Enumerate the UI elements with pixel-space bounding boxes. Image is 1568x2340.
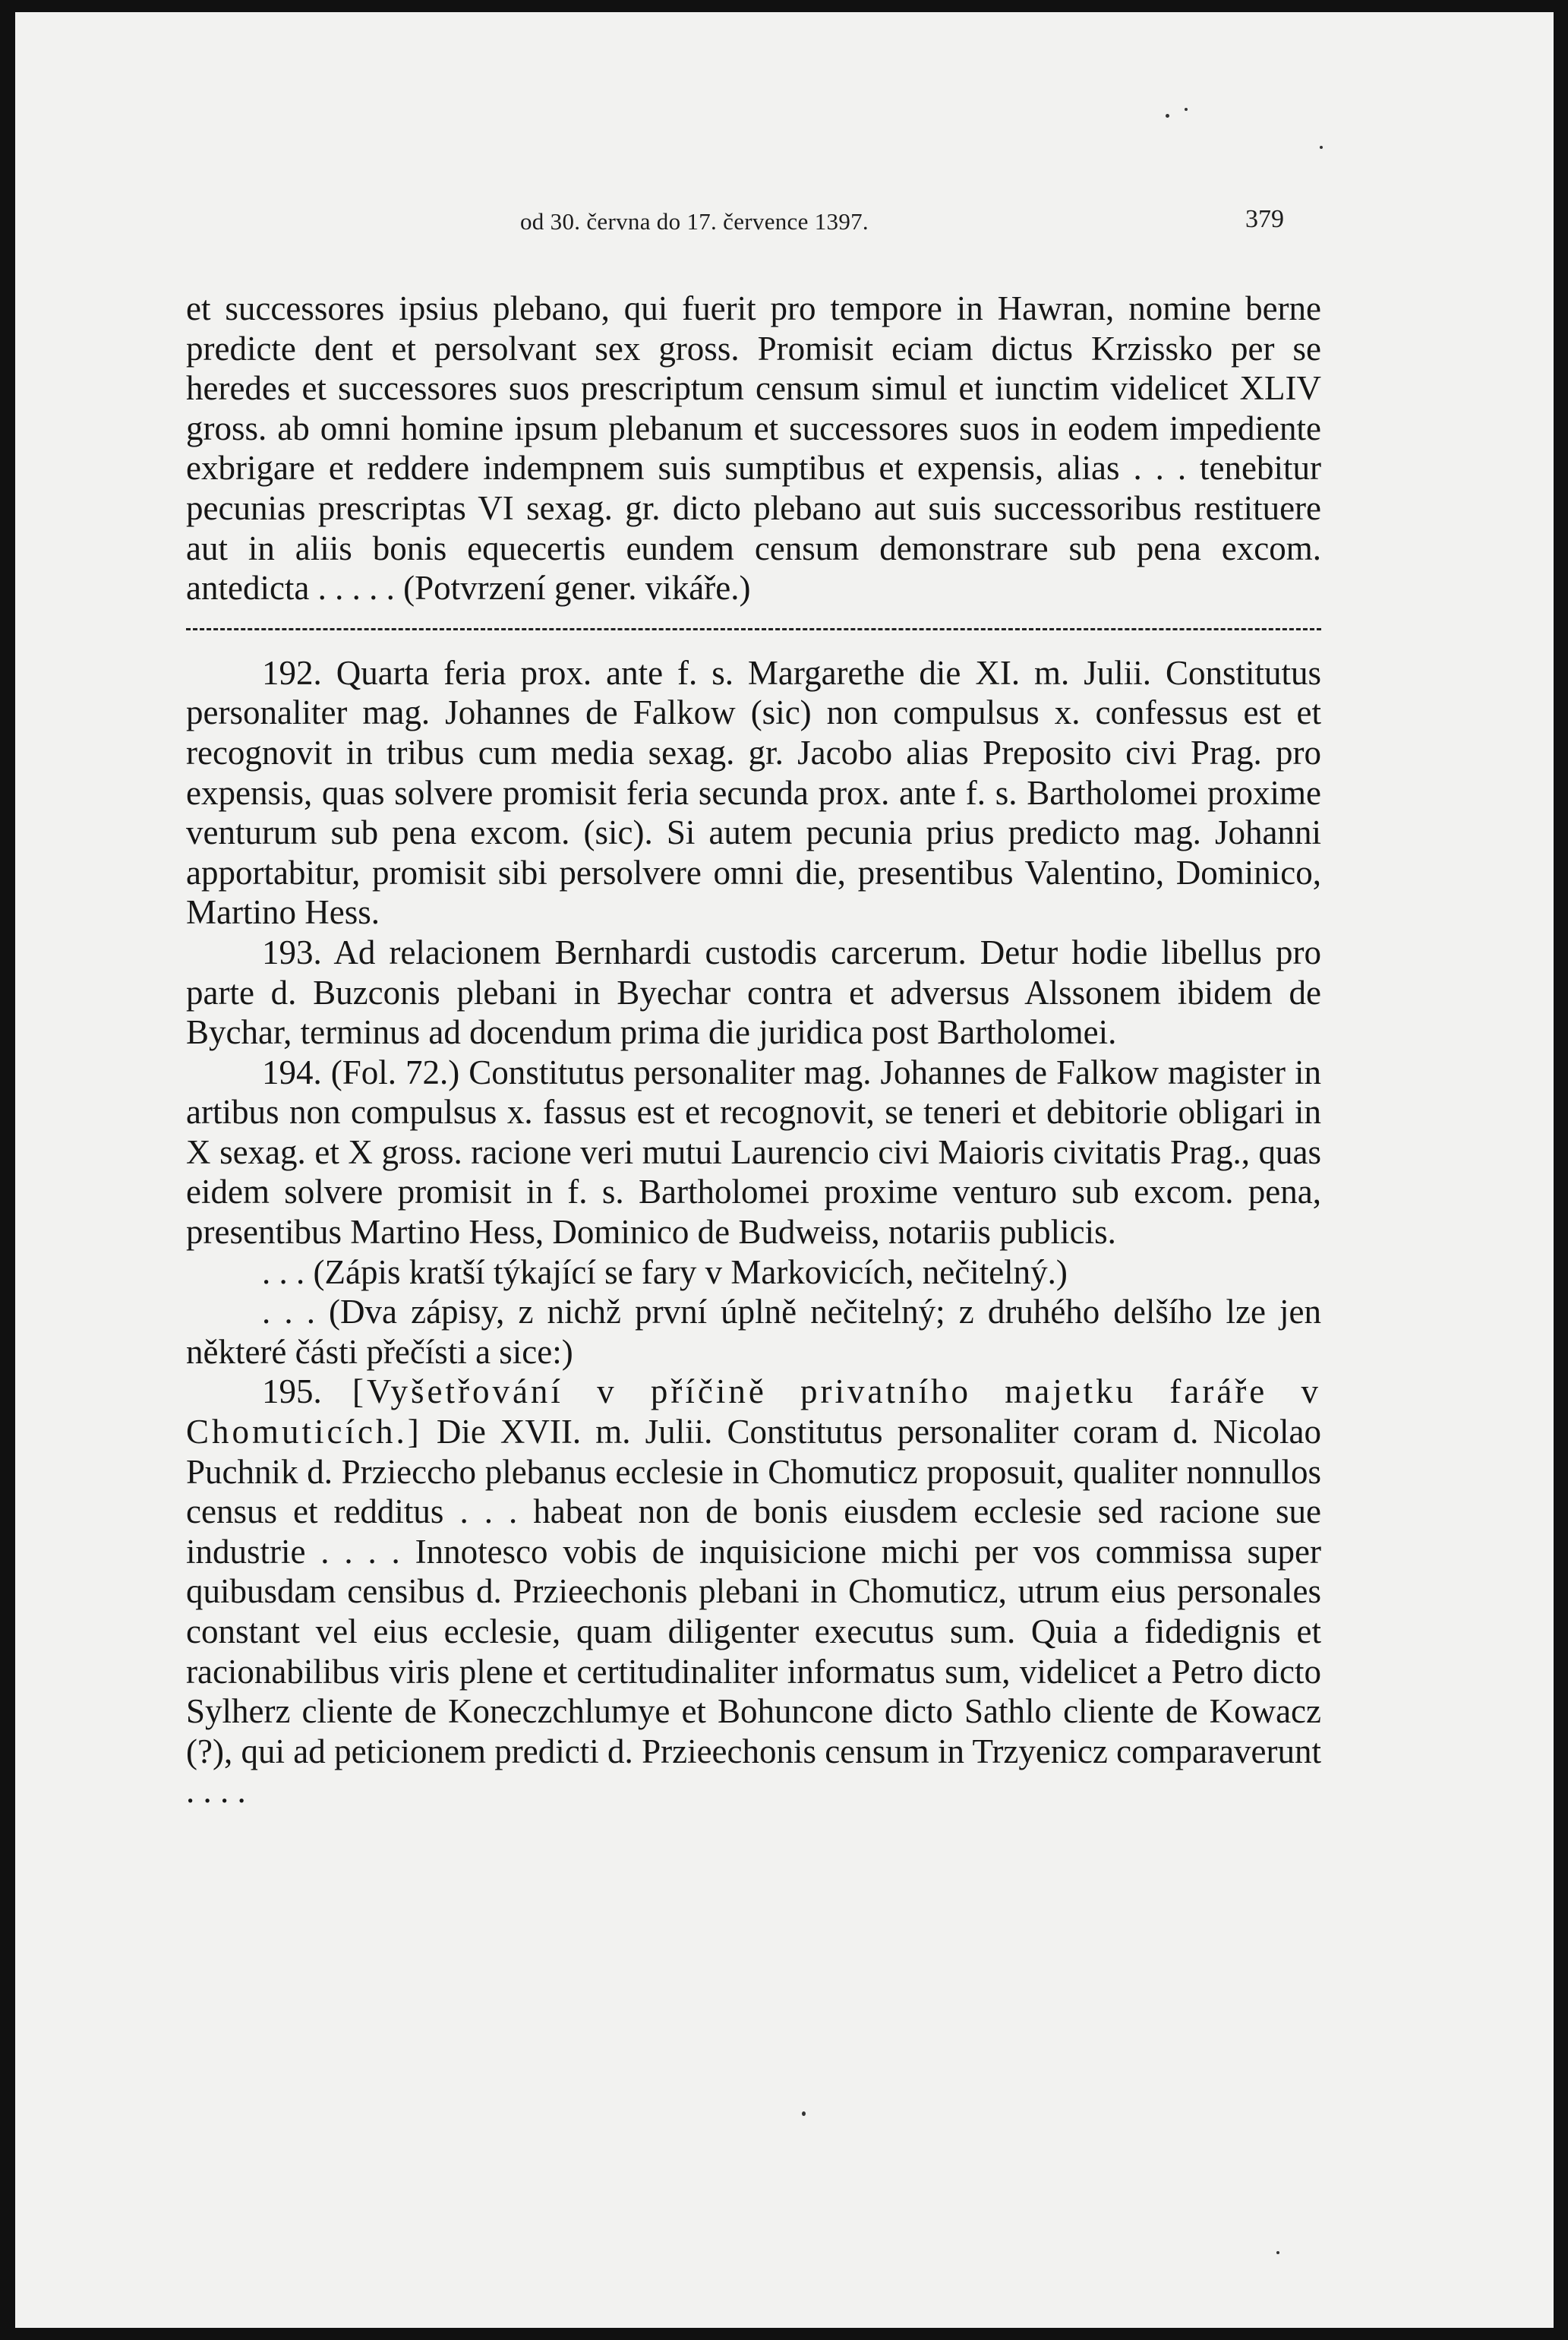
entry-195-text: Die XVII. m. Julii. Constitutus personaliter coram d. Nicolao Puchnik d. Przieccho plebanus ecclesie in Chomuticz proposuit, qualiter nonnullos census et redditus . . . habeat non de bonis eiusdem ecclesie sed racione sue industrie . . . . Innotesco vobis de inquisicione michi per vos commissa super quibusdam censibus d. Przieechonis plebani in Chomuticz, utrum eius personales constant vel eius ecclesie, quam diligenter executus sum. Quia a fidedignis et racionabilibus viris plene et certitudinaliter informatus sum, videlicet a Petro dicto Sylherz cliente de Koneczchlumye et Bohuncone dicto Sathlo cliente de Kowacz (?), qui ad peticionem predicti d. Przieechonis censum in Trzyenicz comparaverunt . . . .: [186, 1413, 1321, 1811]
scan-speck: [1166, 114, 1169, 118]
scan-speck: [802, 2111, 806, 2116]
entry-195: [186, 1372, 1321, 1811]
page-number: 379: [1245, 205, 1284, 233]
scan-speck: [1185, 108, 1188, 111]
body-text: [186, 289, 1321, 1811]
dashed-separator: [186, 613, 1321, 630]
running-head: od 30. června do 17. července 1397.: [520, 208, 869, 235]
editorial-note-markovice: . . . (Zápis kratší týkající se fary v Markovicích, nečitelný.): [262, 1252, 1068, 1291]
entry-195-number: 195.: [262, 1372, 322, 1411]
editorial-note-two-entries: . . . (Dva zápisy, z nichž první úplně nečitelný; z druhého delšího lze jen některé části přečísti a sice:): [186, 1293, 1321, 1371]
scan-speck: [1276, 2251, 1279, 2254]
entry-195-heading: [Vyšetřování v příčině privatního majetku faráře v Chomuticích.]: [186, 1372, 1321, 1451]
entry-194: 194. (Fol. 72.) Constitutus personaliter mag. Johannes de Falkow magister in artibus non compulsus x. fassus est et recognovit, se teneri et debitorie obligari in X sexag. et X gross. racione veri mutui Laurencio civi Maioris civitatis Prag., quas eidem solvere promisit in f. s. Bartholomei proxime venturo sub excom. pena, presentibus Martino Hess, Dominico de Budweiss, notariis publicis.: [186, 1053, 1321, 1252]
entry-193: 193. Ad relacionem Bernhardi custodis carcerum. Detur hodie libellus pro parte d. Buzconis plebani in Byechar contra et adversus Alssonem ibidem de Bychar, terminus ad docendum prima die juridica post Bartholomei.: [186, 933, 1321, 1052]
document-page: [15, 12, 1554, 2328]
page-header: [15, 205, 1554, 246]
entry-192: 192. Quarta feria prox. ante f. s. Margarethe die XI. m. Julii. Constitutus personaliter mag. Johannes de Falkow (sic) non compulsus x. confessus est et recognovit in tribus cum media sexag. gr. Jacobo alias Preposito civi Prag. pro expensis, quas solvere promisit feria secunda prox. ante f. s. Bartholomei proxime venturum sub pena excom. (sic). Si autem pecunia prius predicto mag. Johanni apportabitur, promisit sibi persolvere omni die, presentibus Valentino, Dominico, Martino Hess.: [186, 653, 1321, 932]
scan-speck: [1320, 146, 1323, 149]
paragraph-continuation: et successores ipsius plebano, qui fuerit pro tempore in Hawran, nomine berne predicte dent et persolvant sex gross. Promisit eciam dictus Krzissko per se heredes et successores suos prescriptum censum simul et iunctim videlicet XLIV gross. ab omni homine ipsum plebanum et successores suos in eodem impediente exbrigare et reddere indempnem suis sumptibus et expensis, alias . . . tenebitur pecunias prescriptas VI sexag. gr. dicto plebano aut suis successoribus restituere aut in aliis bonis equecertis eundem censum demonstrare sub pena excom. antedicta . . . . . (Potvrzení gener. vikáře.): [186, 289, 1321, 608]
